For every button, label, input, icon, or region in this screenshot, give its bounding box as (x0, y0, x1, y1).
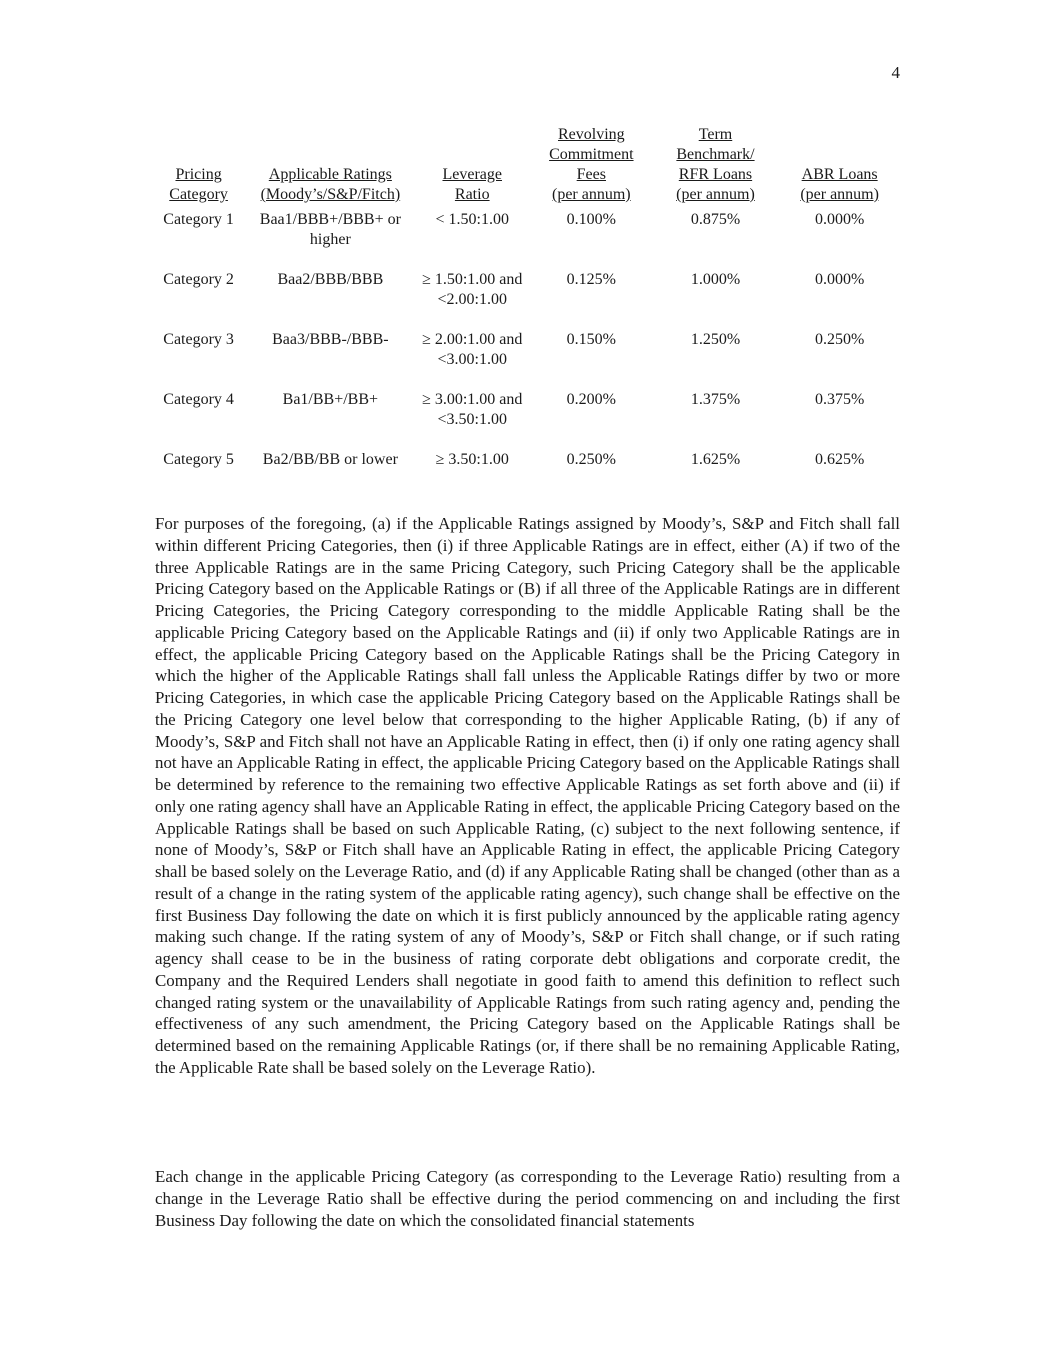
cell-revolving-commitment-fee: 0.250% (566, 451, 616, 468)
cell-leverage-ratio: ≥ 2.00:1.00 and <3.00:1.00 (422, 331, 523, 368)
header-applicable-ratings (244, 125, 416, 205)
header-line: Revolving (557, 126, 625, 143)
table-row (153, 385, 903, 445)
header-term-benchmark-rfr-loans (655, 125, 777, 205)
header-line: Commitment (549, 146, 634, 163)
header-row (153, 125, 903, 205)
cell-applicable-ratings: Ba2/BB/BB or lower (262, 451, 398, 468)
cell-applicable-ratings: Baa2/BBB/BBB (277, 271, 384, 288)
cell-leverage-ratio: < 1.50:1.00 (435, 211, 509, 228)
table-row (153, 325, 903, 385)
body-paragraph: For purposes of the foregoing, (a) if the Applicable Ratings assigned by Moody’s, S&P and Fitch shall fall within different Pricing Categories, then (i) if three Applicable Ratings are in effect, either (A) if two of the three Applicable Ratings are in the same Pricing Category, such Pricing Category shall be the applicable Pricing Category based on the Applicable Ratings or (B) if all three of the Applicable Ratings are in different Pricing Categories, the Pricing Category corresponding to the middle Applicable Rating shall be the applicable Pricing Category based on the Applicable Ratings and (ii) if only two Applicable Ratings are in effect, the applicable Pricing Category based on the Applicable Ratings shall be the Pricing Category in which the higher of the Applicable Ratings shall fall unless the Applicable Ratings differ by two or more Pricing Categories, in which case the applicable Pricing Category based on the Applicable Ratings shall be the Pricing Category one level below that corresponding to the higher Applicable Rating, (b) if any of Moody’s, S&P and Fitch shall not have an Applicable Rating in effect, then (i) if only one rating agency shall not have an Applicable Rating in effect, the applicable Pricing Category based on the Applicable Ratings shall be determined by reference to the remaining two effective Applicable Ratings as set forth above and (ii) if only one rating agency shall have an Applicable Rating in effect, the applicable Pricing Category based on the Applicable Ratings shall be based on such Applicable Rating, (c) subject to the next following sentence, if none of Moody’s, S&P or Fitch shall have an Applicable Rating in effect, the applicable Pricing Category shall be based solely on the Leverage Ratio, and (d) if any Applicable Rating shall be changed (other than as a result of a change in the rating system of the applicable rating agency), such change shall be effective on the first Business Day following the date on which it is first publicly announced by the applicable rating agency making such change. If the rating system of any of Moody’s, S&P or Fitch shall change, or if such rating agency shall cease to be in the business of rating corporate debt obligations and corporate credit, the Company and the Required Lenders shall negotiate in good faith to amend this definition to reflect such changed rating system or the unavailability of Applicable Ratings from such rating agency and, pending the effectiveness of any such amendment, the Pricing Category based on the Applicable Ratings shall be determined based on the remaining Applicable Ratings (or, if there shall be no remaining Applicable Rating, the Applicable Rate shall be based solely on the Leverage Ratio). (155, 514, 900, 1077)
cell-leverage-ratio: ≥ 1.50:1.00 and <2.00:1.00 (422, 271, 523, 308)
header-pricing-category (153, 125, 244, 205)
table-row (153, 265, 903, 325)
pricing-table-body (153, 205, 903, 480)
cell-pricing-category: Category 2 (163, 271, 234, 288)
cell-term-benchmark-rfr: 1.000% (690, 271, 741, 288)
header-revolving-commitment-fees (528, 125, 655, 205)
page-number: 4 (891, 63, 900, 82)
cell-applicable-ratings: Baa1/BBB+/BBB+ or higher (259, 211, 401, 248)
table-row (153, 445, 903, 480)
header-line: Applicable Ratings (268, 166, 392, 183)
table-row (153, 205, 903, 265)
header-line: Fees (576, 166, 606, 183)
cell-revolving-commitment-fee: 0.200% (566, 391, 616, 408)
cell-pricing-category: Category 3 (163, 331, 234, 348)
header-line: Pricing (175, 166, 222, 183)
cell-term-benchmark-rfr: 1.625% (690, 451, 741, 468)
body-paragraph: Each change in the applicable Pricing Category (as corresponding to the Leverage Ratio) resulting from a change in the Leverage Ratio shall be effective during the period commencing on and including the first Business Day following the date on which the consolidated financial statements (155, 1167, 900, 1230)
cell-revolving-commitment-fee: 0.100% (566, 211, 616, 228)
cell-leverage-ratio: ≥ 3.50:1.00 (435, 451, 509, 468)
header-abr-loans (776, 125, 903, 205)
cell-abr-loans: 0.625% (814, 451, 865, 468)
header-line: (per annum) (800, 186, 879, 203)
cell-abr-loans: 0.000% (814, 211, 865, 228)
header-line: Ratio (454, 186, 490, 203)
header-leverage-ratio (417, 125, 528, 205)
header-line: (Moody’s/S&P/Fitch) (260, 186, 401, 203)
cell-abr-loans: 0.000% (814, 271, 865, 288)
header-line: Category (169, 186, 228, 203)
cell-term-benchmark-rfr: 0.875% (690, 211, 741, 228)
header-line: (per annum) (676, 186, 755, 203)
header-line: Benchmark/ (676, 146, 755, 163)
pricing-table (153, 125, 903, 480)
cell-pricing-category: Category 4 (163, 391, 234, 408)
header-line: Leverage (442, 166, 502, 183)
header-line: RFR Loans (678, 166, 753, 183)
cell-revolving-commitment-fee: 0.150% (566, 331, 616, 348)
header-line: Term (698, 126, 733, 143)
cell-pricing-category: Category 1 (163, 211, 234, 228)
header-line: ABR Loans (801, 166, 878, 183)
cell-applicable-ratings: Ba1/BB+/BB+ (282, 391, 379, 408)
header-line: (per annum) (552, 186, 631, 203)
cell-applicable-ratings: Baa3/BBB-/BBB- (272, 331, 389, 348)
cell-pricing-category: Category 5 (163, 451, 234, 468)
cell-abr-loans: 0.250% (814, 331, 865, 348)
cell-revolving-commitment-fee: 0.125% (566, 271, 616, 288)
cell-term-benchmark-rfr: 1.250% (690, 331, 741, 348)
cell-leverage-ratio: ≥ 3.00:1.00 and <3.50:1.00 (422, 391, 523, 428)
pricing-table-header (153, 125, 903, 205)
cell-term-benchmark-rfr: 1.375% (690, 391, 741, 408)
cell-abr-loans: 0.375% (814, 391, 865, 408)
